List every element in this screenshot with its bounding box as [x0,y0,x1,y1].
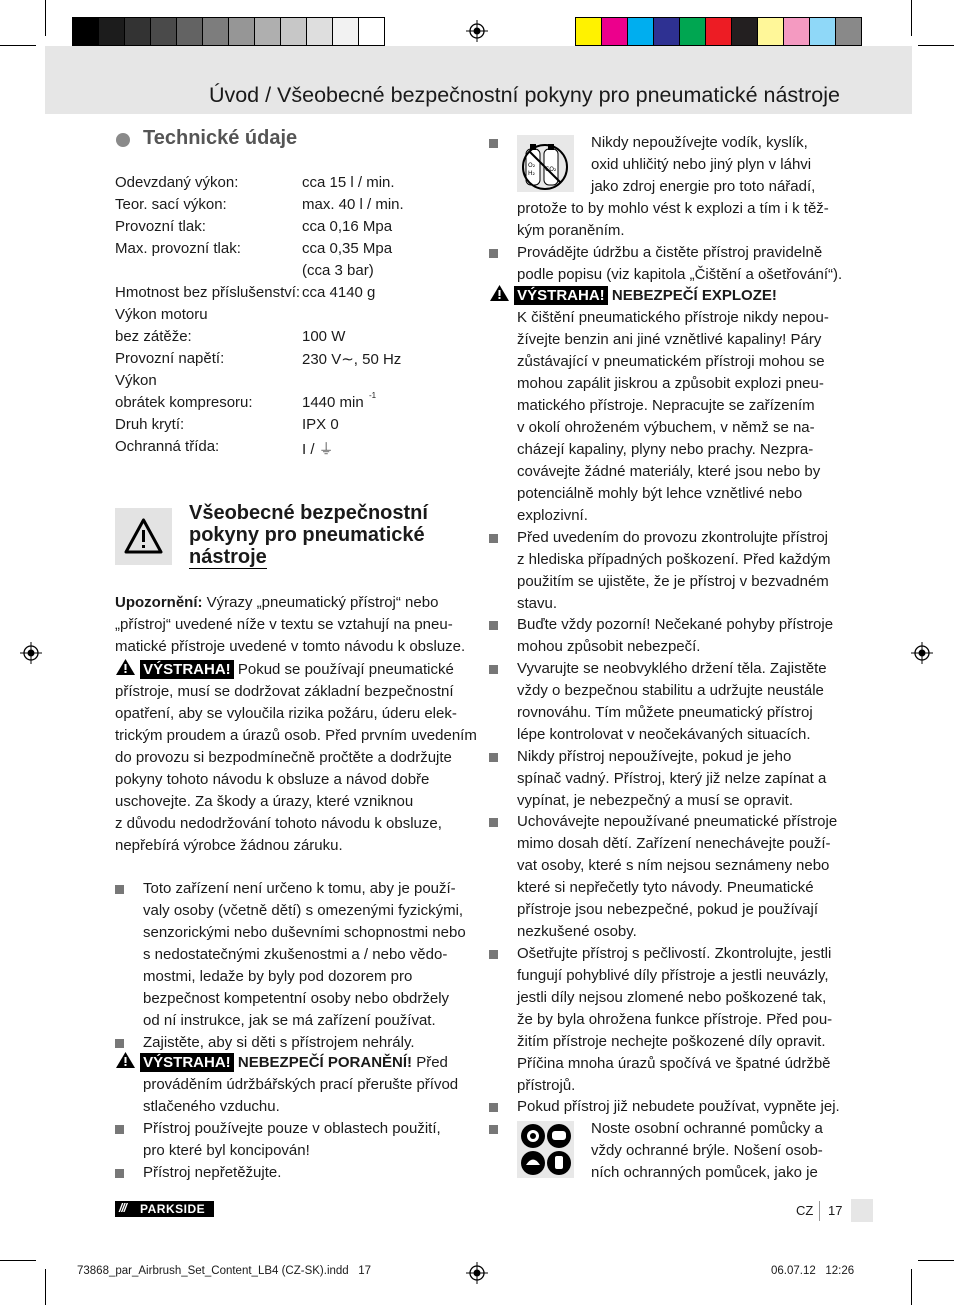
spec-value: max. 40 l / min. [302,196,404,213]
color-swatch [653,17,680,46]
bullet-item [517,1096,840,1118]
spec-value: cca 4140 g [302,284,376,301]
bullet-item [517,943,832,1097]
spec-value: 230 V∼, 50 Hz [302,351,402,368]
gas-label-h2: H₂ [528,170,535,177]
injury-warning-text [143,1074,458,1118]
bullet-item [517,527,831,615]
text-line: valy osoby (včetně dětí) s omezenými fyzickými, [143,902,464,919]
spec-label: Výkon [115,372,157,389]
parkside-logo: /// PARKSIDE [115,1201,214,1217]
warning-triangle-icon [115,658,136,676]
text-line: stavu. [517,595,558,612]
text-line: přístroje jsou nebezpečné, pokud je používají [517,901,819,918]
color-swatch [254,17,281,46]
text-line: explozivní. [517,507,588,524]
text-line: že by byla ohrožena funkce přístroje. Před pou- [517,1011,833,1028]
gas-warning-text [591,132,815,198]
crop-mark [911,0,912,36]
spec-value: cca 15 l / min. [302,174,395,191]
registration-mark-icon [20,642,42,664]
file-info: 73868_par_Airbrush_Set_Content_LB4 (CZ-SK).indd 17 [77,1265,372,1277]
bullet-marker [489,818,498,827]
spec-label: Druh krytí: [115,416,185,433]
text-line: K čištění pneumatického přístroje nikdy nepou- [517,309,829,326]
process-color-bar [575,17,861,46]
color-swatch [809,17,836,46]
spec-label: Hmotnost bez příslušenství: [115,284,301,301]
rpm-exponent: -1 [369,391,377,400]
text-line: jestli díly nejsou zlomené nebo poškozené tak, [517,989,827,1006]
section-bullet-icon [116,133,130,147]
text-line: Zajistěte, aby si děti s přístrojem nehrály. [143,1034,415,1051]
spec-value: 100 W [302,328,346,345]
gas-label-co2: CO₂ [545,166,557,173]
color-swatch [705,17,732,46]
color-swatch [575,17,602,46]
text-line: vždy ochranné brýle. Nošení osob- [591,1142,823,1159]
warning-label: VÝSTRAHA! [514,286,608,305]
color-swatch [783,17,810,46]
gas-warning-text-cont [517,198,829,242]
footer-tab [851,1199,873,1222]
injury-warning: VÝSTRAHA! NEBEZPEČÍ PORANĚNÍ! Před [115,1051,448,1074]
text-line: senzorickými nebo duševními schopnostmi nebo [143,924,466,941]
bullet-item [143,1118,441,1162]
crop-mark [45,1269,46,1305]
bullet-marker [115,885,124,894]
color-swatch [280,17,307,46]
text-line: Ošetřujte přístroj s pečlivostí. Zkontrolujte, jestli [517,945,832,962]
crop-mark [911,1269,912,1305]
print-date: 06.07.12 12:26 [771,1265,855,1277]
spec-label: Max. provozní tlak: [115,240,241,257]
color-swatch [124,17,151,46]
spec-label: Provozní napětí: [115,350,225,367]
no-gas-bottles-icon [517,135,574,192]
text-line: pokyny tohoto návodu k obsluze a návod dobře [115,771,430,788]
color-swatch [150,17,177,46]
bullet-marker [489,139,498,148]
spec-label: obrátek kompresoru: [115,394,253,411]
text-line: jako zdroj energie pro toto nářadí, [591,178,816,195]
text-line: zůstávající v pneumatickém přístroji mohou se [517,353,825,370]
color-swatch [358,17,385,46]
text-line: které si nepřečetly tyto návody. Pneumatické [517,879,814,896]
bullet-marker [115,1125,124,1134]
spec-value: cca 0,16 Mpa [302,218,393,235]
text-line: vat osoby, které s ním nejsou seznámeny nebo [517,857,830,874]
bullet-marker [489,753,498,762]
text-line: oxid uhličitý nebo jiný plyn v láhvi [591,156,812,173]
text-line: Pokud přístroj již nebudete používat, vypněte jej. [517,1098,840,1115]
bullet-marker [489,1103,498,1112]
text-line: vždy o bezpečnou stabilitu a udržujte neustále [517,682,824,699]
gas-label-o2: O₂ [528,162,536,169]
language-code: CZ [796,1203,814,1218]
registration-mark-icon [911,642,933,664]
text-line: s nedostatečnými zkušenostmi a / nebo vědo- [143,946,448,963]
warning-label: VÝSTRAHA! [140,1053,234,1072]
spec-value: I / ⏚ [302,441,334,458]
crop-mark [45,0,46,36]
spec-label: Odevzdaný výkon: [115,174,239,191]
grayscale-color-bar [72,17,384,46]
page-number: 17 [828,1203,843,1218]
color-swatch [72,17,99,46]
text-line: mohou zapálit jiskrou a způsobit explozi pneu- [517,375,824,392]
spec-value: IPX 0 [302,416,339,433]
text-line: ních ochranných pomůcek, jako je [591,1164,818,1181]
warning-label: VÝSTRAHA! [140,660,234,679]
crop-mark [918,1260,954,1261]
crop-mark [918,45,954,46]
text-line: vypínat, je nebezpečný a musí se opravit. [517,792,793,809]
ppe-text [591,1118,823,1184]
text-line: do provozu si bezpodmínečně pročtěte a dodržujte [115,749,452,766]
text-line: prováděním údržbářských prací přerušte přívod [143,1076,459,1093]
text-line: lépe kontrolovat v neočekávaných situacích. [517,726,811,743]
color-swatch [757,17,784,46]
spec-value: 1440 min [302,394,364,411]
text-line: Vyvarujte se neobvyklého držení těla. Zajistěte [517,660,827,677]
text-line: z hlediska případných poškození. Před každým [517,551,831,568]
text-line: cházejí kapaliny, plyny nebo prachy. Nezpra- [517,441,814,458]
bullet-item [517,658,827,746]
text-line: Nikdy nepoužívejte vodík, kyslík, [591,134,808,151]
text-line: žívejte benzin ani jiné vznětlivé kapaliny! Páry [517,331,822,348]
page-title: Úvod / Všeobecné bezpečnostní pokyny pro pneumatické nástroje [208,83,840,107]
notice-paragraph: Upozornění: Výrazy „pneumatický přístroj“ nebo „přístroj“ uvedené níže v textu se vztahují na pneu- matické přístroje uvedené v tomto návodu k obsluze. VÝSTRAHA! Pokud se používají pneumatické přístroje, musí se dodržovat základní bezpečnostní opatření, aby se vyloučila rizika požáru, úderu elek- trickým proudem a úrazů osob. Před prvním uvedením do provozu si bezpodmínečně pročtěte a dodržujte pokyny tohoto návodu k obsluze a návod dobře uschovejte. Za škody a úrazy, které vzniknou z důvodu nedodržování tohoto návodu k obsluze, nepřebírá výrobce žádnou záruku. [115,592,477,857]
text-line: Noste osobní ochranné pomůcky a [591,1120,823,1137]
spec-value: cca 0,35 Mpa [302,240,393,257]
text-line: rovnováhu. Tím můžete pneumatický přístroj [517,704,813,721]
text-line: mimo dosah dětí. Zařízení nenechávejte použí- [517,835,831,852]
color-swatch [332,17,359,46]
text-line: přístrojů. [517,1077,576,1094]
registration-mark-icon [466,1262,488,1284]
color-swatch [601,17,628,46]
page-header [45,46,912,114]
text-line: protože to by mohlo vést k explozi a tím i k těž- [517,200,829,217]
bullet-marker [489,950,498,959]
text-line: pro které byl koncipován! [143,1142,310,1159]
text-line: Přístroj nepřetěžujte. [143,1164,282,1181]
danger-title: NEBEZPEČÍ PORANĚNÍ! [237,1054,413,1071]
bullet-item [517,811,837,943]
footer-divider [819,1201,820,1221]
danger-title: NEBEZPEČÍ EXPLOZE! [611,287,777,304]
color-swatch [98,17,125,46]
text-line: potenciálně mohly být lehce vznětlivé nebo [517,485,803,502]
warning-triangle-icon [115,1051,136,1069]
bullet-marker [489,249,498,258]
text-line: Nikdy přístroj nepoužívejte, pokud je jeho [517,748,792,765]
crop-mark [0,1260,36,1261]
spec-label: Výkon motoru [115,306,208,323]
text-line: spínač vadný. Přístroj, který již nelze zapínat a [517,770,827,787]
bullet-marker [115,1039,124,1048]
text-line: Toto zařízení není určeno k tomu, aby je použí- [143,880,456,897]
text-line: kým poraněním. [517,222,625,239]
text-line: trickým proudem a úrazů osob. Před prvním uvedením [115,727,477,744]
bullet-marker [115,1169,124,1178]
text-line: fungují pohyblivé díly přístroje a jestli neuvázly, [517,967,829,984]
text-line: Před uvedením do provozu zkontrolujte přístroj [517,529,828,546]
text-line: nezkušené osoby. [517,923,637,940]
bullet-item [517,242,842,286]
color-swatch [731,17,758,46]
text-line: mostmi, ledaže by byly pod dozorem pro [143,968,413,985]
bullet-item [143,878,466,1032]
ppe-icons [517,1121,574,1178]
bullet-item [517,614,833,658]
explosion-warning-text [517,307,829,527]
color-swatch [306,17,333,46]
text-line: Buďte vždy pozorní! Nečekané pohyby přístroje [517,616,834,633]
text-line: žitím přístroje nechejte poškozené díly opravit. [517,1033,826,1050]
bullet-marker [489,665,498,674]
text-line: matického přístroje. Nepracujte se zařízením [517,397,815,414]
text-line: bezpečnost kompetentní osoby nebo obdržely [143,990,450,1007]
warning-triangle-icon [489,284,510,302]
color-swatch [679,17,706,46]
warning-sign-icon [115,508,172,565]
bullet-marker [489,621,498,630]
text-line: Uchovávejte nepoužívané pneumatické přístroje [517,813,838,830]
text-line: v okolí ohroženém výbuchem, v němž se na- [517,419,815,436]
text-line: použitím se ujistěte, že je přístroj v bezvadném [517,573,829,590]
spec-label: Teor. sací výkon: [115,196,227,213]
spec-label: Ochranná třída: [115,438,220,455]
bullet-marker [489,1125,498,1134]
explosion-warning [489,284,777,307]
color-swatch [228,17,255,46]
text-line: Přístroj používejte pouze v oblastech použití, [143,1120,441,1137]
spec-value: (cca 3 bar) [302,262,374,279]
bullet-marker [489,534,498,543]
text-line: opatření, aby se vyloučila rizika požáru, úderu elek- [115,705,457,722]
bullet-item [517,746,826,812]
text-line: covávejte žádné materiály, které jsou nebo by [517,463,821,480]
color-swatch [835,17,862,46]
color-swatch [202,17,229,46]
text-line: od ní instrukce, jak se má zařízení používat. [143,1012,436,1029]
text-line: přístroje, musí se dodržovat základní bezpečnostní [115,683,454,700]
text-line: Provádějte údržbu a čistěte přístroj pravidelně [517,244,823,261]
text-line: Příčina mnoha úrazů spočívá ve špatné údržbě [517,1055,831,1072]
text-line: uschovejte. Za škody a úrazy, které vzniknou [115,793,414,810]
color-swatch [176,17,203,46]
spec-label: bez zátěže: [115,328,192,345]
bullet-item [143,1162,281,1184]
text-line: z důvodu nedodržování tohoto návodu k obsluze, [115,815,442,832]
safety-heading: Všeobecné bezpečnostní pokyny pro pneumatické nástroje [189,502,428,568]
text-line: podle popisu (viz kapitola „Čištění a ošetřování“). [517,266,843,283]
spec-label: Provozní tlak: [115,218,206,235]
text-line: nepřebírá výrobce žádnou záruku. [115,837,343,854]
registration-mark-icon [466,20,488,42]
crop-mark [0,45,36,46]
text-line: mohou způsobit nebezpečí. [517,638,701,655]
text-line: stlačeného vzduchu. [143,1098,280,1115]
color-swatch [627,17,654,46]
tech-heading: Technické údaje [143,127,298,149]
